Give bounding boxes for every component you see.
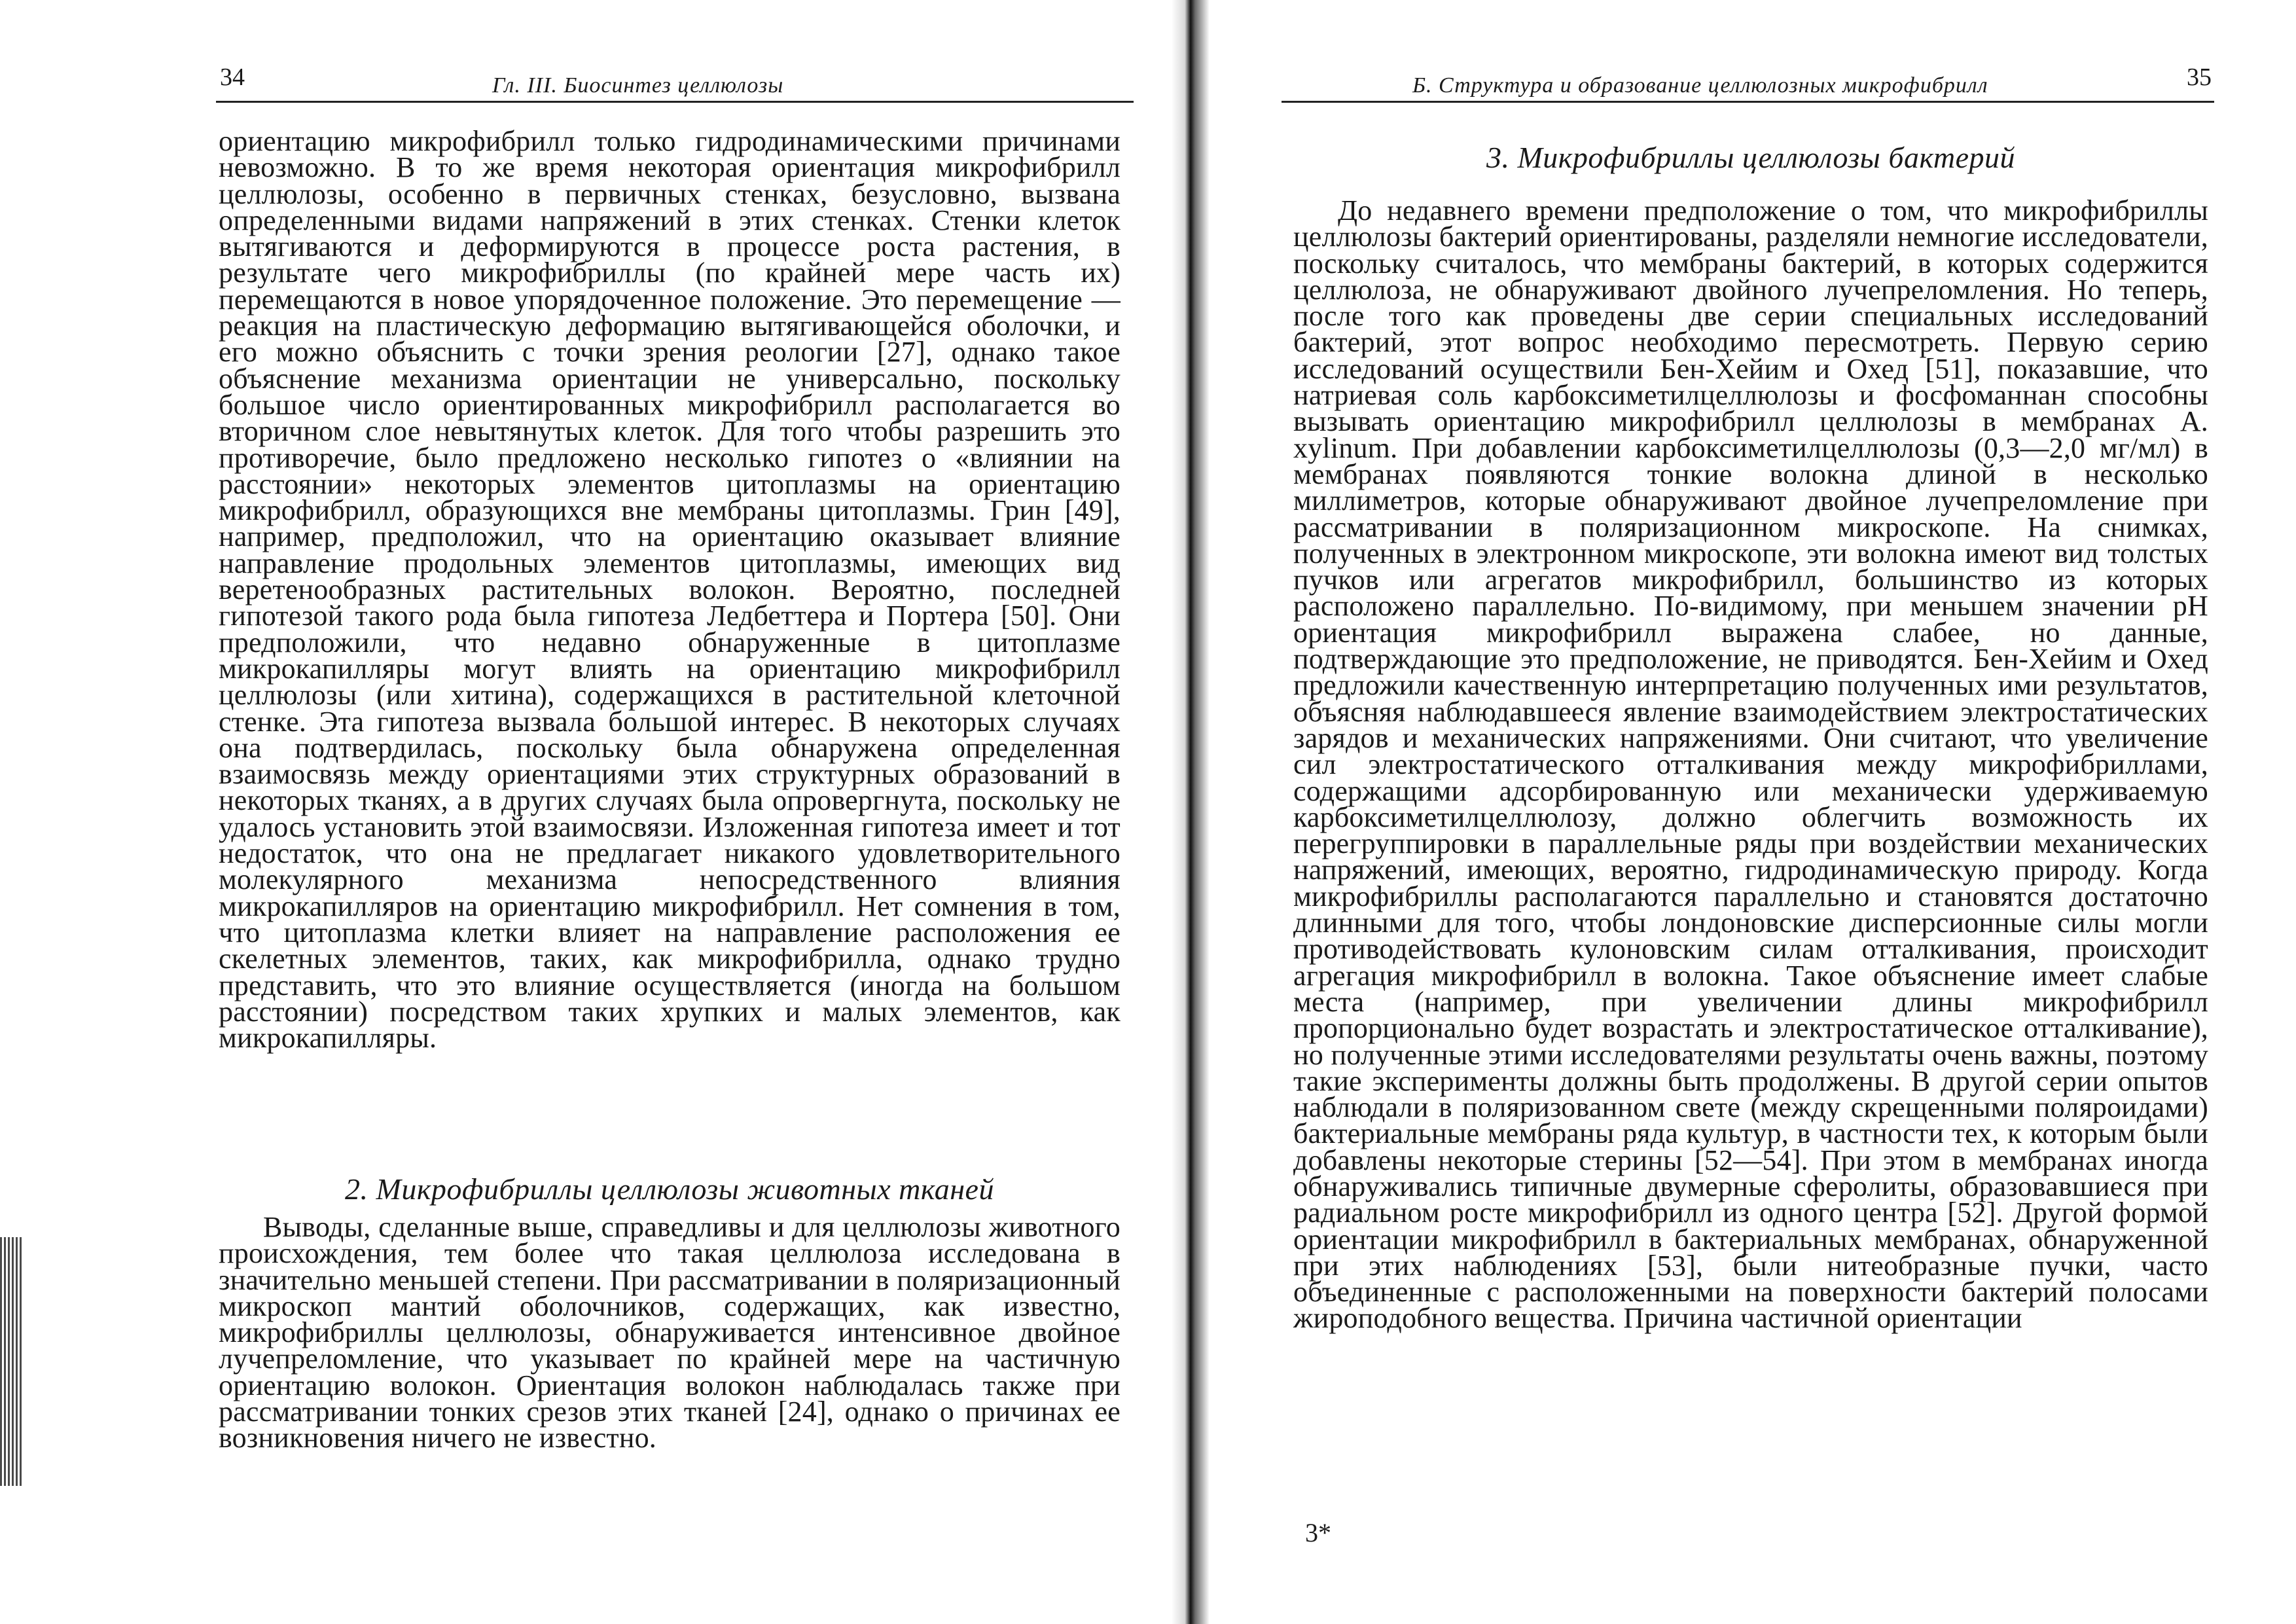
paragraph: ориентацию микрофибрилл только гидродинамическими причинами невозможно. В то же время некоторая ориентация микрофибрилл целлюлозы, особенно в первичных стенках, безусловно, вызвана определенными видами напряжений в этих стенках. Стенки клеток вытягиваются и деформируются в процессе роста растения, в результате чего микрофибриллы (по крайней мере часть их) перемещаются в новое упорядоченное положение. Это перемещение — реакция на пластическую деформацию вытягивающейся оболочки, и его можно объяснить с точки зрения реологии [27], однако такое объяснение механизма ориентации не универсально, поскольку большое число ориентированных микрофибрилл располагается во вторичном слое невытянутых клеток. Для того чтобы разрешить это противоречие, было предложено несколько гипотез о «влиянии на расстоянии» некоторых элементов цитоплазмы на ориентацию микрофибрилл, образующихся вне мембраны цитоплазмы. Грин [49], например, предположил, что на ориентацию оказывает влияние направление продольных элементов цитоплазмы, имеющих вид веретенообразных растительных волокон. Вероятно, последней гипотезой такого рода была гипотеза Ледбеттера и Портера [50]. Они предположили, что недавно обнаруженные в цитоплазме микрокапилляры могут влиять на ориентацию микрофибрилл целлюлозы (или хитина), содержащихся в растительной клеточной стенке. Эта гипотеза вызвала большой интерес. В некоторых случаях она подтвердилась, поскольку была обнаружена определенная взаимосвязь между ориентациями этих структурных образований в некоторых тканях, а в других случаях была опровергнута, поскольку не удалось установить этой взаимосвязи. Изложенная гипотеза имеет и тот недостаток, что она не предлагает никакого удовлетворительного молекулярного механизма непосредственного влияния микрокапилляров на ориентацию микрофибрилл. Нет сомнения в том, что цитоплазма клетки влияет на направление расположения ее скелетных элементов, таких, как микрофибрилла, однако трудно представить, что это влияние осуществляется (иногда на большом расстоянии) посредством таких хрупких и малых элементов, как микрокапилляры. bbox=[219, 125, 1121, 1055]
left-section-title: 2. Микрофибриллы целлюлозы животных тканей bbox=[345, 1172, 994, 1206]
right-page bbox=[1204, 0, 2296, 1624]
left-running-head-title: Гл. III. Биосинтез целлюлозы bbox=[492, 73, 784, 98]
left-page-number: 34 bbox=[220, 63, 245, 91]
right-running-head bbox=[1282, 60, 2214, 103]
left-running-head bbox=[216, 60, 1134, 103]
right-running-head-title: Б. Структура и образование целлюлозных микрофибрилл bbox=[1412, 73, 1988, 98]
right-page-number: 35 bbox=[2187, 63, 2212, 91]
right-section-title: 3. Микрофибриллы целлюлозы бактерий bbox=[1486, 141, 2015, 174]
signature-mark: 3* bbox=[1305, 1518, 1331, 1547]
left-section-text bbox=[219, 1211, 1121, 1454]
paragraph: Выводы, сделанные выше, справедливы и для целлюлозы животного происхождения, тем более что такая целлюлоза исследована в значительно меньшей степени. При рассматривании в поляризационный микроскоп мантий оболочников, содержащих, как известно, микрофибриллы целлюлозы, обнаруживается интенсивное двойное лучепреломление, что указывает по крайней мере на частичную ориентацию волокон. Ориентация волокон наблюдалась также при рассматривании тонких срезов этих тканей [24], однако о причинах ее возникновения ничего не известно. bbox=[219, 1211, 1121, 1454]
paragraph: До недавнего времени предположение о том, что микрофибриллы целлюлозы бактерий ориентированы, разделяли немногие исследователи, поскольку считалось, что мембраны бактерий, в которых содержится целлюлоза, не обнаруживают двойного лучепреломления. Но теперь, после того как проведены две серии специальных исследований бактерий, этот вопрос необходимо пересмотреть. Первую серию исследований осуществили Бен-Хейим и Охед [51], показавшие, что натриевая соль карбоксиметилцеллюлозы и фосфоманнан способны вызывать ориентацию микрофибрилл целлюлозы в мембранах A. xylinum. При добавлении карбоксиметилцеллюлозы (0,3—2,0 мг/мл) в мембранах появляются тонкие волокна длиной в несколько миллиметров, которые обнаруживают двойное лучепреломление при рассматривании в поляризационном микроскопе. На снимках, полученных в электронном микроскопе, эти волокна имеют вид толстых пучков или агрегатов микрофибрилл, большинство из которых расположено параллельно. По-видимому, при меньшем значении pH ориентация микрофибрилл выражена слабее, но данные, подтверждающие это предположение, не приводятся. Бен-Хейим и Охед предложили качественную интерпретацию полученных ими результатов, объясняя наблюдавшееся явление взаимодействием электростатических зарядов и механических напряжениями. Они считают, что увеличение сил электростатического отталкивания между микрофибриллами, содержащими адсорбированную или механически удерживаемую карбоксиметилцеллюлозу, должно облегчить возможность их перегруппировки в параллельные ряды при воздействии механических напряжений, имеющих, вероятно, гидродинамическую природу. Когда микрофибриллы располагаются параллельно и становятся достаточно длинными для того, чтобы лондоновские дисперсионные силы могли противодействовать кулоновским силам отталкивания, происходит агрегация микрофибрилл в волокна. Такое объяснение имеет слабые места (например, при увеличении длины микрофибрилл пропорционально будет возрастать и электростатическое отталкивание), но полученные этими исследователями результаты очень важны, поэтому такие эксперименты должны быть продолжены. В другой серии опытов наблюдали в поляризованном свете (между скрещенными поляроидами) бактериальные мембраны ряда культур, в частности тех, к которым были добавлены некоторые стерины [52—54]. При этом в мембранах иногда обнаруживались типичные двумерные сферолиты, образовавшиеся при радиальном росте микрофибрилл из одного центра [52]. Другой формой ориентации микрофибрилл в бактериальных мембранах, обнаруженной при этих наблюдениях [53], были нитеобразные пучки, часто объединенные с расположенными на поверхности бактерий полосами жироподобного вещества. Причина частичной ориентации bbox=[1293, 194, 2208, 1335]
right-section-text bbox=[1293, 194, 2208, 1335]
left-continued-text bbox=[219, 125, 1121, 1055]
